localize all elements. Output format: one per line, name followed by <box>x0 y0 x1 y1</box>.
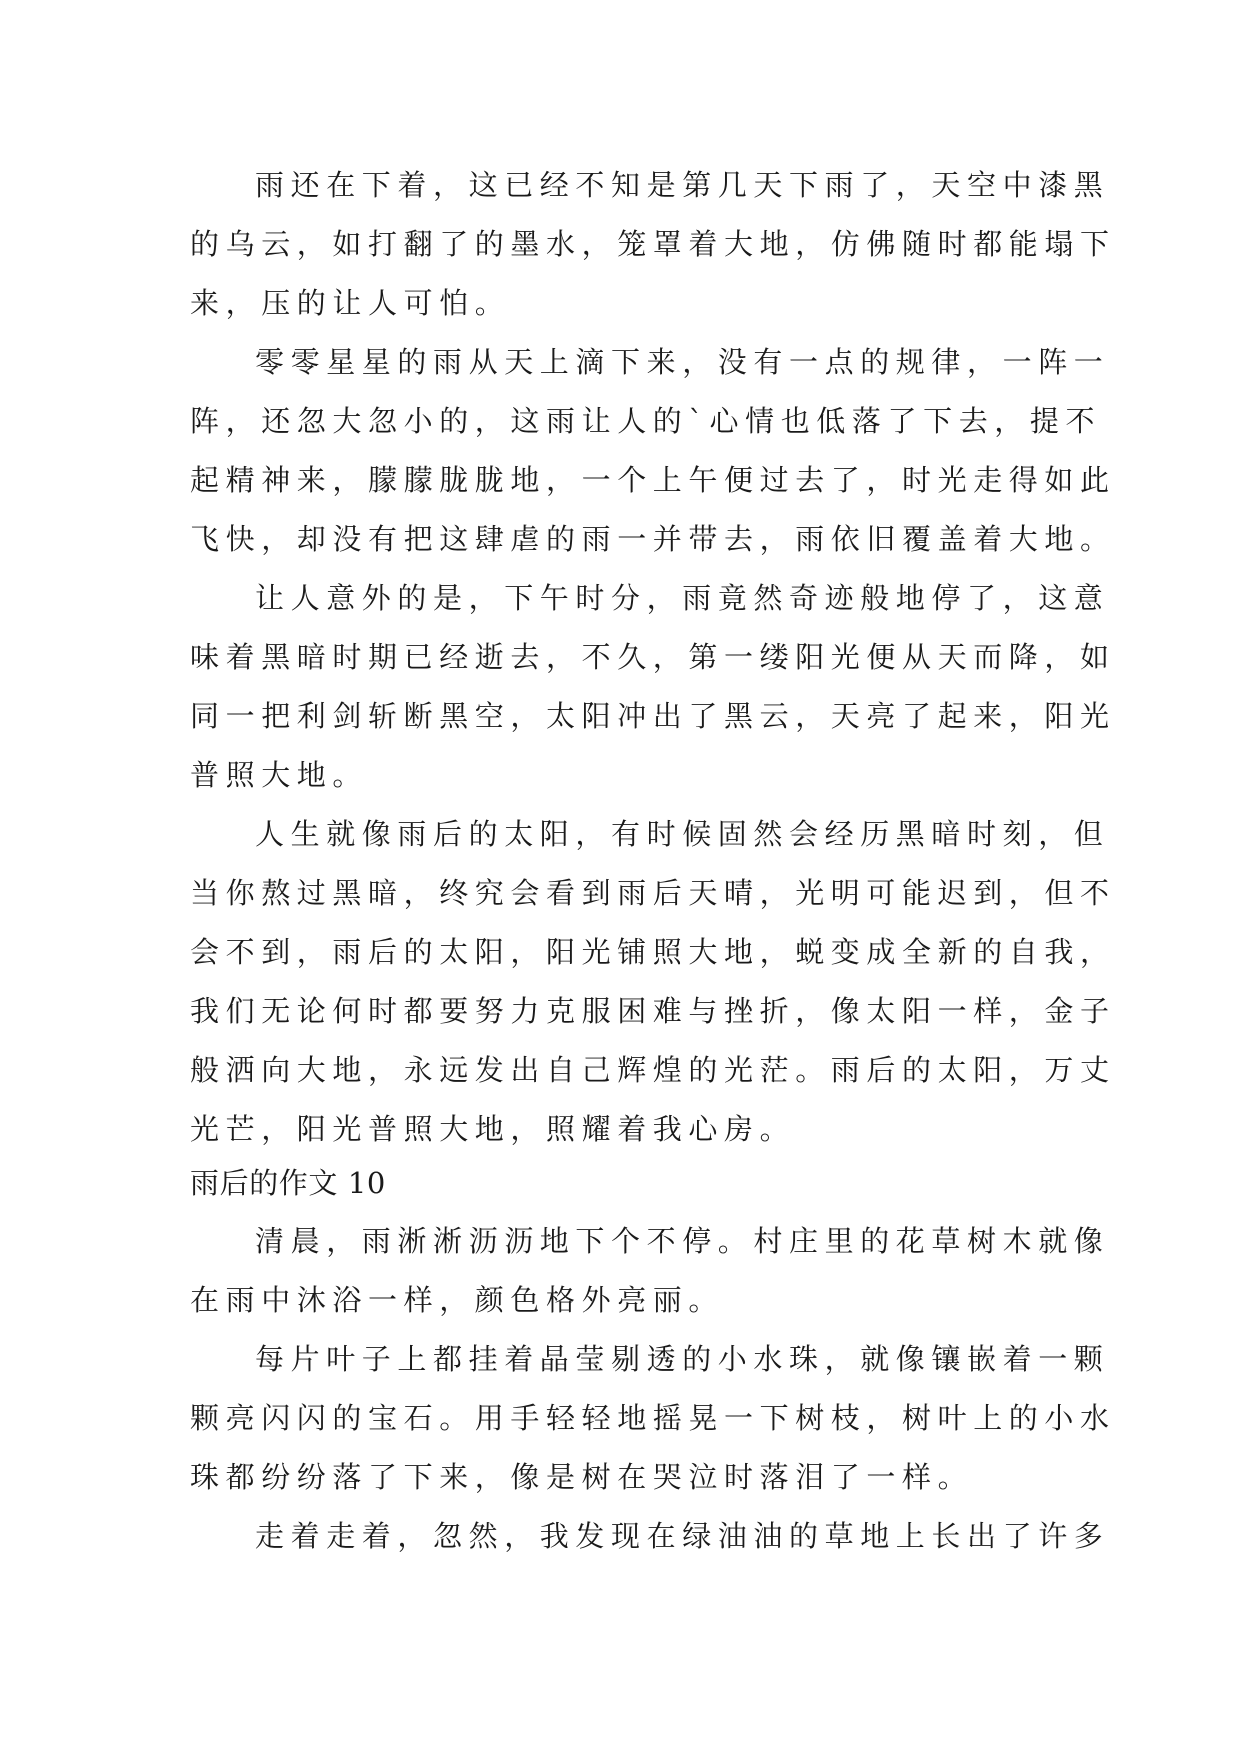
paragraph-line: 飞快，却没有把这肆虐的雨一并带去，雨依旧覆盖着大地。 <box>190 522 1116 556</box>
paragraph-line: 人生就像雨后的太阳，有时候固然会经历黑暗时刻，但 <box>255 817 1110 851</box>
paragraph-line: 同一把利剑斩断黑空，太阳冲出了黑云，天亮了起来，阳光 <box>190 699 1116 733</box>
paragraph-line: 普照大地。 <box>190 758 369 792</box>
paragraph-line: 在雨中沐浴一样，颜色格外亮丽。 <box>190 1283 725 1317</box>
paragraph-line: 起精神来，朦朦胧胧地，一个上午便过去了，时光走得如此 <box>190 463 1116 497</box>
paragraph-line: 零零星星的雨从天上滴下来，没有一点的规律，一阵一 <box>255 345 1110 379</box>
section-heading: 雨后的作文 10 <box>190 1166 386 1200</box>
paragraph-line: 当你熬过黑暗，终究会看到雨后天晴，光明可能迟到，但不 <box>190 876 1116 910</box>
paragraph-line: 珠都纷纷落了下来，像是树在哭泣时落泪了一样。 <box>190 1460 974 1494</box>
paragraph-line: 雨还在下着，这已经不知是第几天下雨了，天空中漆黑 <box>255 168 1110 202</box>
paragraph-line: 会不到，雨后的太阳，阳光铺照大地，蜕变成全新的自我， <box>190 935 1116 969</box>
paragraph-line: 我们无论何时都要努力克服困难与挫折，像太阳一样，金子 <box>190 994 1116 1028</box>
paragraph-line: 的乌云，如打翻了的墨水，笼罩着大地，仿佛随时都能塌下 <box>190 227 1116 261</box>
paragraph-line: 来，压的让人可怕。 <box>190 286 511 320</box>
paragraph-line: 清晨，雨淅淅沥沥地下个不停。村庄里的花草树木就像 <box>255 1224 1110 1258</box>
paragraph-line: 般洒向大地，永远发出自己辉煌的光茫。雨后的太阳，万丈 <box>190 1053 1116 1087</box>
paragraph-line: 味着黑暗时期已经逝去，不久，第一缕阳光便从天而降，如 <box>190 640 1116 674</box>
paragraph-line: 光芒，阳光普照大地，照耀着我心房。 <box>190 1112 796 1146</box>
paragraph-line: 阵，还忽大忽小的，这雨让人的`心情也低落了下去，提不 <box>190 404 1102 438</box>
paragraph-line: 走着走着，忽然，我发现在绿油油的草地上长出了许多 <box>255 1519 1110 1553</box>
paragraph-line: 让人意外的是，下午时分，雨竟然奇迹般地停了，这意 <box>255 581 1110 615</box>
paragraph-line: 每片叶子上都挂着晶莹剔透的小水珠，就像镶嵌着一颗 <box>255 1342 1110 1376</box>
paragraph-line: 颗亮闪闪的宝石。用手轻轻地摇晃一下树枝，树叶上的小水 <box>190 1401 1116 1435</box>
